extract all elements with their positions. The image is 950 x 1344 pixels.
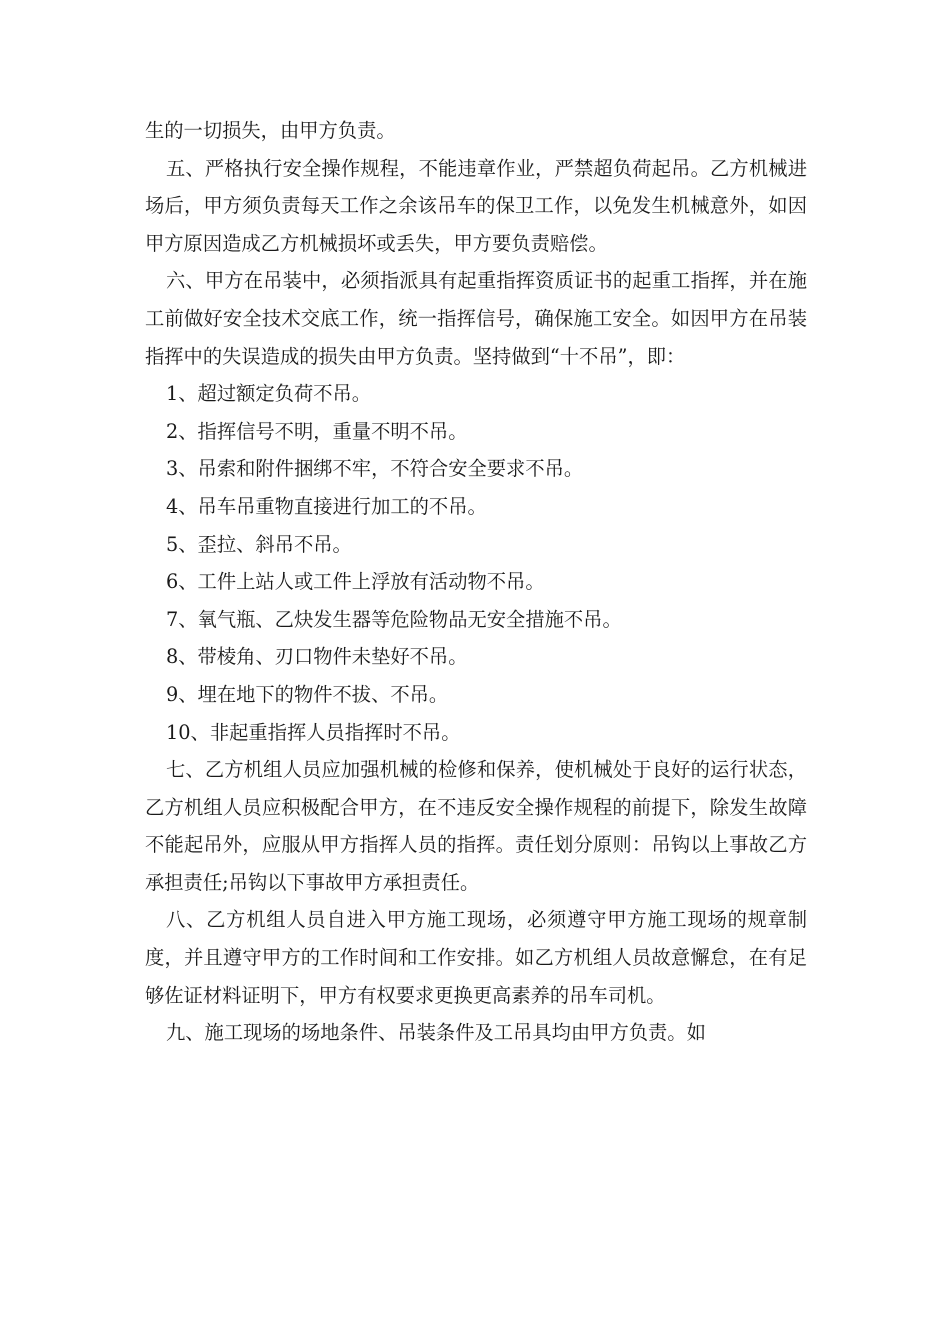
list-item: 9、埋在地下的物件不拔、不吊。 [166,682,449,706]
list-item: 1、超过额定负荷不吊。 [166,382,372,406]
list-item: 6、工件上站人或工件上浮放有活动物不吊。 [166,570,545,594]
paragraph-clause-eight: 八、乙方机组人员自进入甲方施工现场，必须遵守甲方施工现场的规章制度，并且遵守甲方的工作时间和工作安排。如乙方机组人员故意懈怠，在有足够佐证材料证明下，甲方有权要求更换更高素养的吊车司机。 [145,908,807,1007]
list-item: 4、吊车吊重物直接进行加工的不吊。 [166,494,487,518]
paragraph-clause-five: 五、严格执行安全操作规程，不能违章作业，严禁超负荷起吊。乙方机械进场后，甲方须负责每天工作之余该吊车的保卫工作，以免发生机械意外，如因甲方原因造成乙方机械损坏或丢失，甲方要负责赔偿。 [145,156,807,255]
ten-rules-list [145,375,807,751]
list-item: 2、指挥信号不明，重量不明不吊。 [166,419,468,443]
paragraph-clause-six: 六、甲方在吊装中，必须指派具有起重指挥资质证书的起重工指挥，并在施工前做好安全技术交底工作，统一指挥信号，确保施工安全。如因甲方在吊装指挥中的失误造成的损失由甲方负责。坚持做到“十不吊”，即： [145,269,807,368]
document-page [145,112,807,1052]
paragraph-clause-seven: 七、乙方机组人员应加强机械的检修和保养，使机械处于良好的运行状态，乙方机组人员应积极配合甲方，在不违反安全操作规程的前提下，除发生故障不能起吊外，应服从甲方指挥人员的指挥。责任划分原则：吊钩以上事故乙方承担责任;吊钩以下事故甲方承担责任。 [145,758,807,894]
paragraph-clause-nine: 九、施工现场的场地条件、吊装条件及工吊具均由甲方负责。如 [166,1021,706,1045]
paragraph-intro-tail: 生的一切损失，由甲方负责。 [145,119,396,142]
list-item: 7、氧气瓶、乙炔发生器等危险物品无安全措施不吊。 [166,607,622,631]
list-item: 3、吊索和附件捆绑不牢，不符合安全要求不吊。 [166,457,584,481]
list-item: 8、带棱角、刃口物件未垫好不吊。 [166,645,468,669]
list-item: 5、歪拉、斜吊不吊。 [166,532,352,556]
list-item: 10、非起重指挥人员指挥时不吊。 [166,720,461,744]
